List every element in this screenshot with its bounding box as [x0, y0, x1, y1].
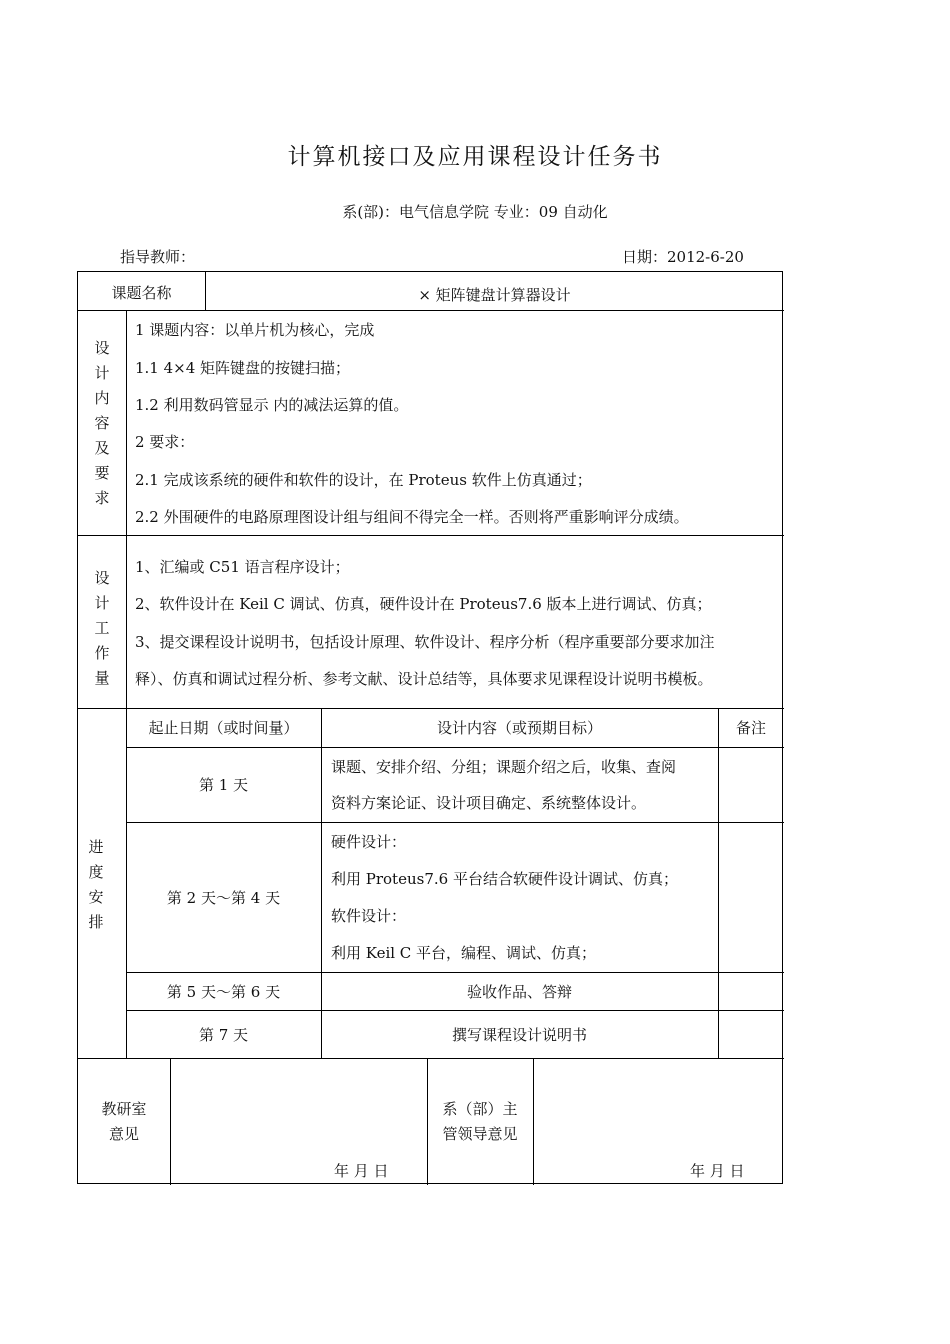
- office-label: 意见: [108, 1125, 139, 1143]
- date-label: 日期：2012-6-20: [622, 248, 744, 266]
- schedule-label: [86, 835, 106, 935]
- row-divider: [126, 822, 784, 823]
- content-line: 2.2 外围硬件的电路原理图设计组与组间不得完全一样。否则将严重影响评分成绩。: [135, 508, 689, 526]
- label-char: 计: [94, 594, 110, 612]
- dept-date: 年 月 日: [690, 1162, 745, 1180]
- workload-label: [92, 566, 112, 691]
- schedule-content: 资料方案论证、设计项目确定、系统整体设计。: [331, 794, 647, 812]
- schedule-content: 利用 Keil C 平台，编程、调试、仿真；: [331, 944, 597, 962]
- label-char: 计: [94, 364, 110, 382]
- label-char: 内: [94, 389, 110, 407]
- label-char: 工: [94, 619, 110, 637]
- label-char: 度: [88, 863, 104, 881]
- col-divider: [126, 310, 127, 1058]
- col-divider: [170, 1058, 171, 1185]
- row-divider: [78, 1058, 784, 1059]
- schedule-content: 利用 Proteus7.6 平台结合软硬件设计调试、仿真；: [331, 870, 678, 888]
- workload-line: 2、软件设计在 Keil C 调试、仿真，硬件设计在 Proteus7.6 版本上进行调试、仿真；: [135, 595, 712, 613]
- label-char: 进: [88, 838, 104, 856]
- label-char: 容: [94, 414, 110, 432]
- schedule-content: 撰写课程设计说明书: [451, 1026, 587, 1044]
- workload-line: 3、提交课程设计说明书，包括设计原理、软件设计、程序分析（程序重要部分要求加注: [135, 633, 715, 651]
- workload-line: 1、汇编或 C51 语言程序设计；: [135, 558, 350, 576]
- col-divider: [321, 708, 322, 1058]
- office-date: 年 月 日: [334, 1162, 389, 1180]
- row-divider: [126, 1010, 784, 1011]
- content-line: 1.1 4×4 矩阵键盘的按键扫描；: [135, 359, 351, 377]
- row-divider: [78, 535, 784, 536]
- content-line: 1 课题内容：以单片机为核心，完成: [135, 321, 375, 339]
- label-char: 安: [88, 888, 104, 906]
- label-char: 排: [88, 913, 104, 931]
- task-table: [77, 271, 783, 1184]
- office-label: 教研室: [101, 1100, 147, 1118]
- col-divider: [718, 708, 719, 1058]
- row-divider: [126, 972, 784, 973]
- advisor-label: 指导教师：: [120, 248, 196, 266]
- row-divider: [78, 708, 784, 709]
- dept-label: 管领导意见: [442, 1125, 518, 1143]
- content-line: 2.1 完成该系统的硬件和软件的设计，在 Proteus 软件上仿真通过；: [135, 471, 592, 489]
- label-char: 及: [94, 439, 110, 457]
- workload-line: 释）、仿真和调试过程分析、参考文献、设计总结等，具体要求见课程设计说明书模板。: [135, 670, 713, 688]
- schedule-content: 课题、安排介绍、分组；课题介绍之后，收集、查阅: [331, 758, 677, 776]
- dept-label: 系（部）主: [442, 1100, 518, 1118]
- schedule-content: 软件设计：: [331, 907, 407, 925]
- label-char: 要: [94, 464, 110, 482]
- row-divider: [126, 747, 784, 748]
- label-char: 作: [94, 644, 110, 662]
- content-line: 2 要求：: [135, 433, 195, 451]
- col-header-notes: 备注: [735, 719, 766, 737]
- label-char: 设: [94, 339, 110, 357]
- label-char: 设: [94, 569, 110, 587]
- col-header-date: 起止日期（或时间量）: [148, 719, 299, 737]
- schedule-date: 第 2 天～第 4 天: [166, 889, 281, 907]
- department-line: 系(部)：电气信息学院 专业：09 自动化: [342, 203, 608, 221]
- design-content-label: [92, 336, 112, 511]
- schedule-date: 第 1 天: [198, 776, 249, 794]
- topic-value: × 矩阵键盘计算器设计: [418, 286, 571, 304]
- content-line: 1.2 利用数码管显示 内的减法运算的值。: [135, 396, 409, 414]
- schedule-content: 硬件设计：: [331, 833, 407, 851]
- page-title: 计算机接口及应用课程设计任务书: [287, 144, 663, 170]
- label-char: 量: [94, 669, 110, 687]
- schedule-date: 第 7 天: [198, 1026, 249, 1044]
- row-divider: [78, 310, 784, 311]
- schedule-date: 第 5 天～第 6 天: [166, 983, 281, 1001]
- col-header-content: 设计内容（或预期目标）: [436, 719, 602, 737]
- topic-label: 课题名称: [111, 284, 172, 302]
- schedule-content: 验收作品、答辩: [466, 983, 572, 1001]
- label-char: 求: [94, 489, 110, 507]
- col-divider: [533, 1058, 534, 1185]
- col-divider: [427, 1058, 428, 1185]
